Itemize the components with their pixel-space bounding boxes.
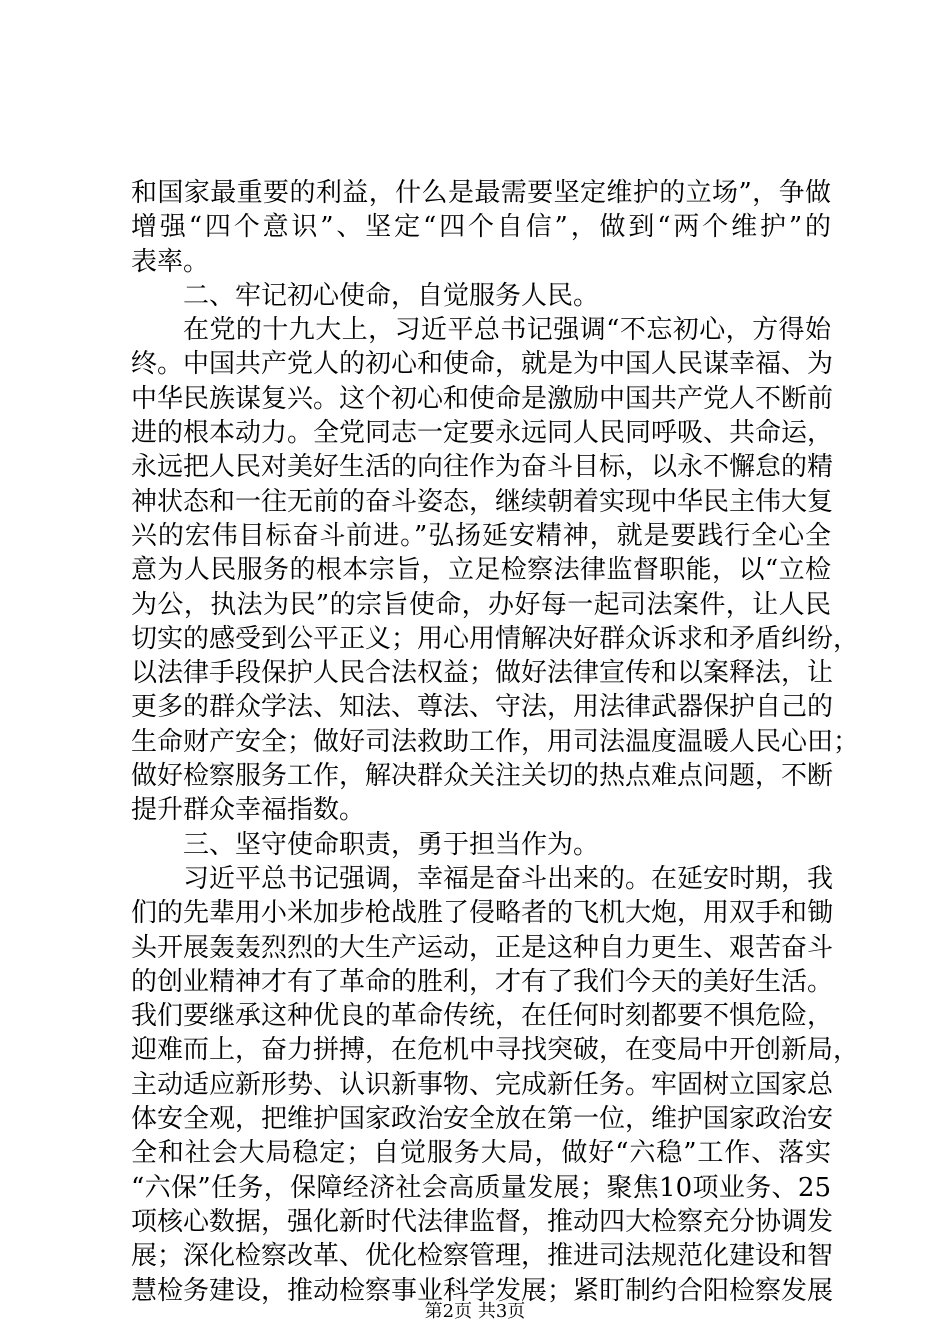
- text-line: 项核心数据，强化新时代法律监督，推动四大检察充分协调发: [131, 1206, 834, 1237]
- text-line: 为公，执法为民”的宗旨使命，办好每一起司法案件，让人民: [131, 589, 831, 620]
- text-line: 神状态和一往无前的奋斗姿态，继续朝着实现中华民主伟大复: [131, 486, 834, 517]
- page-footer: 第2页 共3页: [424, 1301, 526, 1322]
- text-line: 的创业精神才有了革命的胜利，才有了我们今天的美好生活。: [131, 966, 834, 997]
- text-line: 表率。: [131, 246, 210, 277]
- text-line: 迎难而上，奋力拼搏，在危机中寻找突破，在变局中开创新局，: [131, 1035, 860, 1066]
- text-line: “六保”任务，保障经济社会高质量发展；聚焦10项业务、25: [131, 1172, 831, 1203]
- text-line: 进的根本动力。全党同志一定要永远同人民同呼吸、共命运，: [131, 418, 834, 449]
- text-line: 生命财产安全；做好司法救助工作，用司法温度温暖人民心田；: [131, 726, 860, 757]
- text-line: 们的先辈用小米加步枪战胜了侵略者的飞机大炮，用双手和锄: [131, 898, 834, 929]
- text-line: 增强“四个意识”、坚定“四个自信”，做到“两个维护”的: [131, 212, 831, 243]
- text-line: 我们要继承这种优良的革命传统，在任何时刻都要不惧危险，: [131, 1001, 834, 1032]
- text-line: 习近平总书记强调，幸福是奋斗出来的。在延安时期，我: [183, 863, 834, 894]
- text-line: 切实的感受到公平正义；用心用情解决好群众诉求和矛盾纠纷，: [131, 623, 860, 654]
- text-line: 做好检察服务工作，解决群众关注关切的热点难点问题，不断: [131, 761, 834, 792]
- text-line: 兴的宏伟目标奋斗前进。”弘扬延安精神，就是要践行全心全: [131, 520, 831, 551]
- text-line: 意为人民服务的根本宗旨，立足检察法律监督职能，以“立检: [131, 555, 831, 586]
- text-line: 以法律手段保护人民合法权益；做好法律宣传和以案释法，让: [131, 658, 834, 689]
- text-line: 中华民族谋复兴。这个初心和使命是激励中国共产党人不断前: [131, 383, 834, 414]
- text-line: 头开展轰轰烈烈的大生产运动，正是这种自力更生、艰苦奋斗: [131, 932, 834, 963]
- text-line: 三、坚守使命职责，勇于担当作为。: [183, 829, 600, 860]
- text-line: 展；深化检察改革、优化检察管理，推进司法规范化建设和智: [131, 1241, 834, 1272]
- text-line: 慧检务建设，推动检察事业科学发展；紧盯制约合阳检察发展: [131, 1275, 834, 1306]
- text-line: 二、牢记初心使命，自觉服务人民。: [183, 280, 600, 311]
- text-line: 永远把人民对美好生活的向往作为奋斗目标，以永不懈怠的精: [131, 452, 834, 483]
- text-line: 提升群众幸福指数。: [131, 795, 366, 826]
- text-line: 终。中国共产党人的初心和使命，就是为中国人民谋幸福、为: [131, 349, 834, 380]
- document-body: [131, 176, 860, 1308]
- text-line: 体安全观，把维护国家政治安全放在第一位，维护国家政治安: [131, 1104, 834, 1135]
- text-line: 在党的十九大上，习近平总书记强调“不忘初心，方得始: [183, 315, 831, 346]
- text-line: 和国家最重要的利益，什么是最需要坚定维护的立场”，争做: [131, 178, 831, 208]
- text-line: 全和社会大局稳定；自觉服务大局，做好“六稳”工作、落实: [131, 1138, 831, 1169]
- text-line: 更多的群众学法、知法、尊法、守法，用法律武器保护自己的: [131, 692, 834, 723]
- text-line: 主动适应新形势、认识新事物、完成新任务。牢固树立国家总: [131, 1069, 834, 1100]
